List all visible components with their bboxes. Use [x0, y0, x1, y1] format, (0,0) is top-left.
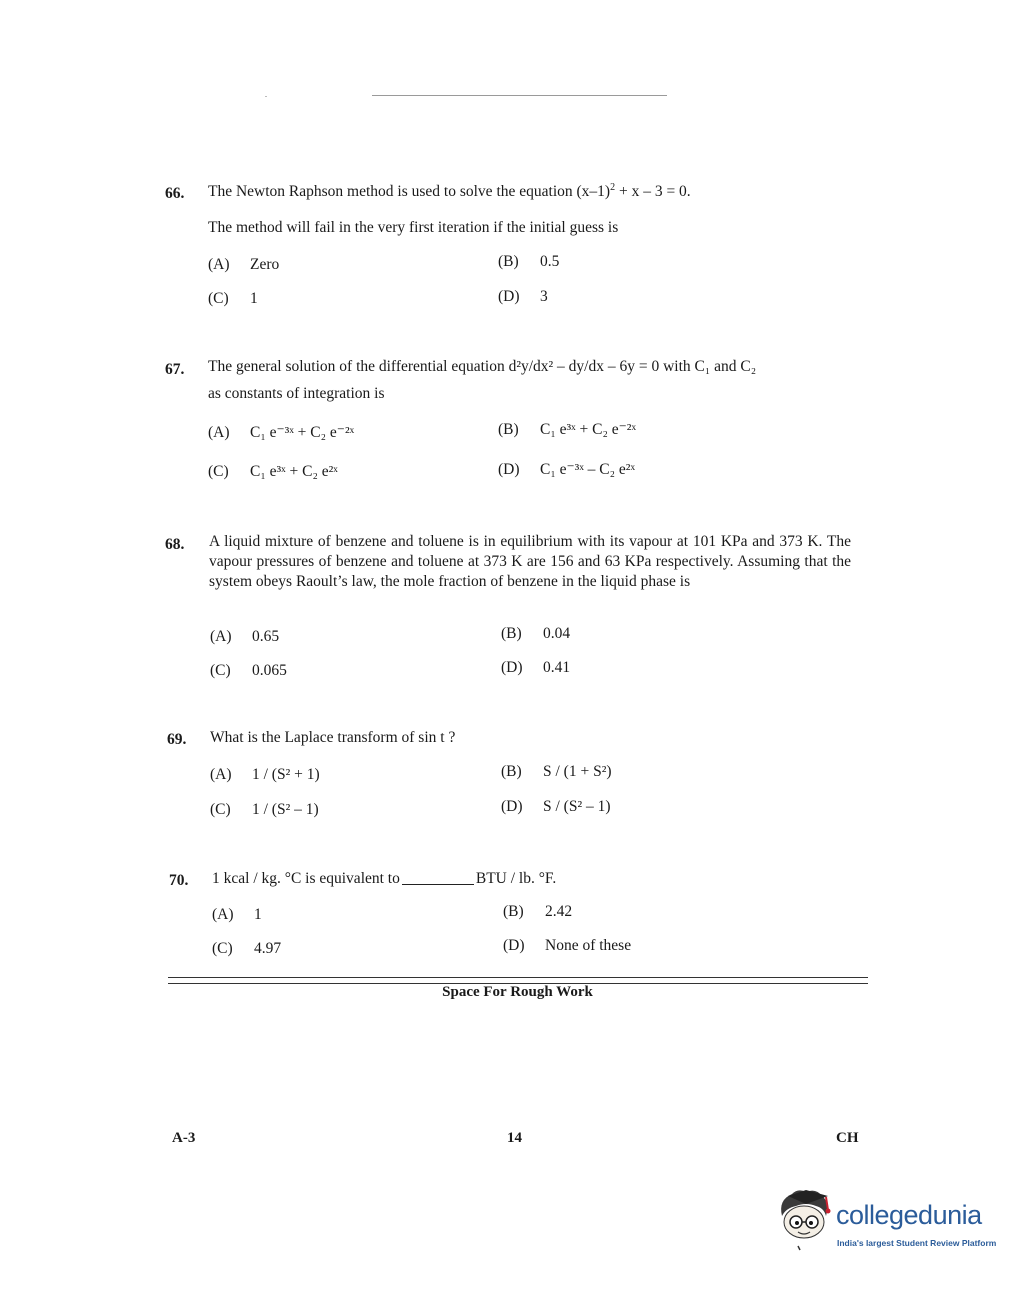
question-number: 70. [169, 872, 189, 889]
answer-blank [402, 884, 474, 885]
option-d[interactable]: (D) C₁ e⁻³ˣ – C₂ e²ˣ [498, 461, 635, 478]
option-d[interactable]: (D) None of these [503, 937, 632, 954]
question-stem-line2: as constants of integration is [208, 385, 385, 402]
collegedunia-watermark [776, 1186, 1006, 1256]
brand-name: collegedunia [836, 1200, 982, 1230]
option-b[interactable]: (B) C₁ e³ˣ + C₂ e⁻²ˣ [498, 421, 636, 438]
option-c[interactable]: (C) 1 [208, 290, 258, 307]
question-stem: A liquid mixture of benzene and toluene is in equilibrium with its vapour at 101 KPa and 373 K. The vapour pressures of benzene and toluene at 373 K are 156 and 63 KPa respectively. Assuming that the system obeys Raoult’s law, the mole fraction of benzene in the liquid phase is [209, 533, 851, 590]
rough-work-divider [168, 977, 868, 978]
option-c[interactable]: (C) C₁ e³ˣ + C₂ e²ˣ [208, 463, 338, 480]
option-b[interactable]: (B) 0.04 [501, 625, 571, 642]
option-d[interactable]: (D) 0.41 [501, 659, 571, 676]
question-stem: The Newton Raphson method is used to solve the equation $(x-1)^2 + x - 3 = 0$. [208, 182, 691, 200]
option-d[interactable]: (D) 3 [498, 288, 548, 305]
option-a[interactable]: (A) 1 / (S² + 1) [210, 766, 320, 783]
question-stem-line2: The method will fail in the very first iteration if the initial guess is [208, 219, 619, 236]
question-number: 66. [165, 185, 185, 202]
scan-speck [265, 96, 267, 97]
option-a[interactable]: (A) C₁ e⁻³ˣ + C₂ e⁻²ˣ [208, 424, 355, 441]
mascot-logo-icon [776, 1186, 832, 1252]
option-b[interactable]: (B) 0.5 [498, 253, 560, 270]
option-c[interactable]: (C) 0.065 [210, 662, 287, 679]
option-b[interactable]: (B) 2.42 [503, 903, 573, 920]
option-a[interactable]: (A) Zero [208, 256, 280, 273]
question-number: 68. [165, 536, 185, 553]
option-c[interactable]: (C) 4.97 [212, 940, 282, 957]
question-stem: What is the Laplace transform of sin t ? [210, 729, 456, 746]
option-a[interactable]: (A) 1 [212, 906, 262, 923]
footer-subject: CH [836, 1130, 859, 1146]
option-d[interactable]: (D) S / (S² – 1) [501, 798, 611, 815]
option-a[interactable]: (A) 0.65 [210, 628, 280, 645]
option-c[interactable]: (C) 1 / (S² – 1) [210, 801, 319, 818]
page-number: 14 [507, 1130, 522, 1146]
footer-code: A-3 [172, 1130, 196, 1146]
question-stem: 1 kcal / kg. °C is equivalent to BTU / lb. °F. [212, 870, 557, 887]
top-rule [372, 95, 667, 96]
option-b[interactable]: (B) S / (1 + S²) [501, 763, 612, 780]
rough-work-label: Space For Rough Work [442, 984, 593, 1000]
question-stem: The general solution of the differential equation d²y/dx² – dy/dx – 6y = 0 with C₁ and C₂ [208, 358, 757, 375]
brand-tagline: India's largest Student Review Platform [837, 1238, 997, 1248]
question-number: 69. [167, 731, 187, 748]
question-number: 67. [165, 361, 185, 378]
